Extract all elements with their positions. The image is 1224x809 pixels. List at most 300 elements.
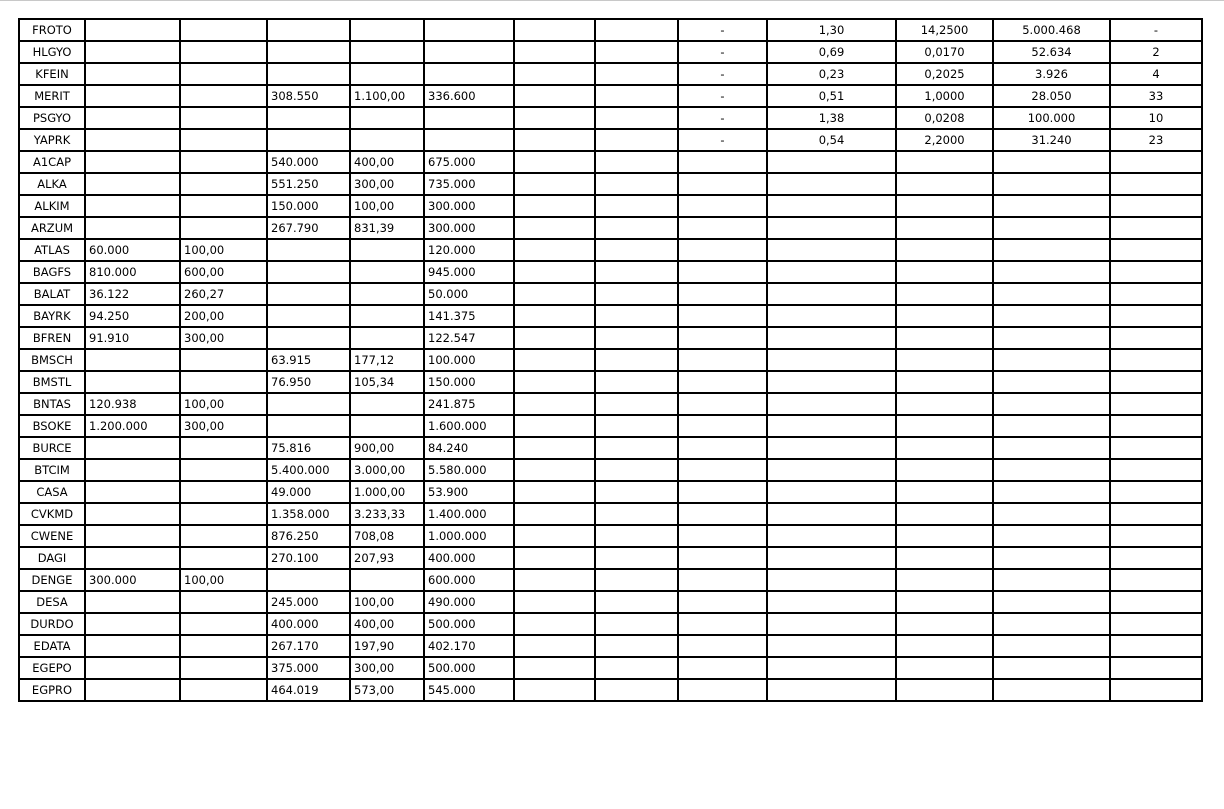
col4-cell: 100,00: [350, 591, 424, 613]
col12-cell: [1110, 635, 1202, 657]
col9-cell: [767, 569, 896, 591]
col3-cell: [267, 63, 350, 85]
col2-cell: [180, 63, 267, 85]
col1-cell: [85, 503, 180, 525]
col9-cell: [767, 173, 896, 195]
col6-cell: [514, 635, 595, 657]
col12-cell: [1110, 151, 1202, 173]
col10-cell: 0,2025: [896, 63, 993, 85]
col6-cell: [514, 327, 595, 349]
col11-cell: [993, 151, 1110, 173]
col2-cell: 300,00: [180, 415, 267, 437]
col6-cell: [514, 41, 595, 63]
col4-cell: [350, 19, 424, 41]
stock-code-cell: A1CAP: [19, 151, 85, 173]
col7-cell: [595, 239, 678, 261]
col5-cell: [424, 107, 514, 129]
table-row: [19, 613, 1202, 635]
col9-cell: 0,69: [767, 41, 896, 63]
col3-cell: 464.019: [267, 679, 350, 701]
col1-cell: [85, 547, 180, 569]
col10-cell: [896, 261, 993, 283]
stock-code-cell: CWENE: [19, 525, 85, 547]
col10-cell: [896, 217, 993, 239]
col10-cell: 0,0170: [896, 41, 993, 63]
table-row: [19, 657, 1202, 679]
col8-cell: [678, 283, 767, 305]
table-row: [19, 569, 1202, 591]
col9-cell: [767, 525, 896, 547]
col6-cell: [514, 217, 595, 239]
col3-cell: 540.000: [267, 151, 350, 173]
col10-cell: [896, 459, 993, 481]
col11-cell: [993, 371, 1110, 393]
col9-cell: [767, 613, 896, 635]
col4-cell: [350, 327, 424, 349]
col2-cell: [180, 151, 267, 173]
col5-cell: 402.170: [424, 635, 514, 657]
col5-cell: 490.000: [424, 591, 514, 613]
stock-code-cell: BMSCH: [19, 349, 85, 371]
col6-cell: [514, 613, 595, 635]
col12-cell: [1110, 547, 1202, 569]
col12-cell: [1110, 657, 1202, 679]
col1-cell: 1.200.000: [85, 415, 180, 437]
col9-cell: [767, 261, 896, 283]
col4-cell: 1.000,00: [350, 481, 424, 503]
col2-cell: [180, 19, 267, 41]
col4-cell: 105,34: [350, 371, 424, 393]
col11-cell: [993, 569, 1110, 591]
table-row: [19, 459, 1202, 481]
col3-cell: [267, 129, 350, 151]
col8-cell: [678, 591, 767, 613]
table-row: [19, 305, 1202, 327]
col6-cell: [514, 173, 595, 195]
col9-cell: [767, 151, 896, 173]
col11-cell: [993, 635, 1110, 657]
col7-cell: [595, 63, 678, 85]
col5-cell: 336.600: [424, 85, 514, 107]
col10-cell: [896, 151, 993, 173]
col1-cell: [85, 217, 180, 239]
col3-cell: [267, 283, 350, 305]
col12-cell: [1110, 591, 1202, 613]
col4-cell: 573,00: [350, 679, 424, 701]
stock-code-cell: DESA: [19, 591, 85, 613]
col9-cell: [767, 679, 896, 701]
page-top-rule: [0, 0, 1224, 1]
col11-cell: [993, 393, 1110, 415]
col11-cell: [993, 481, 1110, 503]
col5-cell: 120.000: [424, 239, 514, 261]
col1-cell: [85, 195, 180, 217]
col1-cell: [85, 63, 180, 85]
col8-cell: [678, 349, 767, 371]
col9-cell: [767, 657, 896, 679]
col7-cell: [595, 41, 678, 63]
col7-cell: [595, 107, 678, 129]
col8-cell: [678, 459, 767, 481]
col5-cell: 600.000: [424, 569, 514, 591]
col11-cell: 28.050: [993, 85, 1110, 107]
col4-cell: [350, 41, 424, 63]
stock-code-cell: HLGYO: [19, 41, 85, 63]
col8-cell: [678, 569, 767, 591]
col9-cell: 0,51: [767, 85, 896, 107]
table-row: [19, 85, 1202, 107]
col10-cell: [896, 371, 993, 393]
col3-cell: [267, 327, 350, 349]
col9-cell: 0,54: [767, 129, 896, 151]
col12-cell: [1110, 503, 1202, 525]
col8-cell: -: [678, 129, 767, 151]
col1-cell: [85, 19, 180, 41]
col8-cell: [678, 657, 767, 679]
col9-cell: [767, 283, 896, 305]
col12-cell: 4: [1110, 63, 1202, 85]
col8-cell: [678, 195, 767, 217]
table-row: [19, 635, 1202, 657]
col1-cell: [85, 349, 180, 371]
col5-cell: 545.000: [424, 679, 514, 701]
col5-cell: 300.000: [424, 217, 514, 239]
col5-cell: 150.000: [424, 371, 514, 393]
col2-cell: 100,00: [180, 569, 267, 591]
col11-cell: [993, 591, 1110, 613]
col11-cell: [993, 459, 1110, 481]
col7-cell: [595, 85, 678, 107]
stock-code-cell: BAGFS: [19, 261, 85, 283]
col9-cell: [767, 327, 896, 349]
col4-cell: 3.233,33: [350, 503, 424, 525]
stock-code-cell: CASA: [19, 481, 85, 503]
col10-cell: [896, 437, 993, 459]
col11-cell: [993, 415, 1110, 437]
col4-cell: [350, 305, 424, 327]
col7-cell: [595, 19, 678, 41]
col5-cell: 50.000: [424, 283, 514, 305]
col2-cell: [180, 129, 267, 151]
col9-cell: [767, 195, 896, 217]
col5-cell: 735.000: [424, 173, 514, 195]
col4-cell: 708,08: [350, 525, 424, 547]
col4-cell: 197,90: [350, 635, 424, 657]
col12-cell: [1110, 679, 1202, 701]
table-row: [19, 349, 1202, 371]
col6-cell: [514, 195, 595, 217]
col1-cell: [85, 107, 180, 129]
col9-cell: [767, 547, 896, 569]
col12-cell: [1110, 327, 1202, 349]
stock-code-cell: BAYRK: [19, 305, 85, 327]
stock-code-cell: BALAT: [19, 283, 85, 305]
col4-cell: [350, 415, 424, 437]
col3-cell: [267, 393, 350, 415]
table-row: [19, 679, 1202, 701]
col4-cell: 300,00: [350, 173, 424, 195]
col6-cell: [514, 85, 595, 107]
col1-cell: [85, 129, 180, 151]
table-row: [19, 19, 1202, 41]
stock-code-cell: BMSTL: [19, 371, 85, 393]
table-row: [19, 129, 1202, 151]
col1-cell: 60.000: [85, 239, 180, 261]
table-row: [19, 195, 1202, 217]
table-row: [19, 239, 1202, 261]
col1-cell: [85, 613, 180, 635]
col5-cell: 5.580.000: [424, 459, 514, 481]
stock-code-cell: DURDO: [19, 613, 85, 635]
col8-cell: -: [678, 41, 767, 63]
col9-cell: [767, 371, 896, 393]
capital-increase-table: [18, 18, 1203, 702]
col9-cell: [767, 415, 896, 437]
col8-cell: -: [678, 107, 767, 129]
col1-cell: [85, 459, 180, 481]
col3-cell: 245.000: [267, 591, 350, 613]
col10-cell: [896, 547, 993, 569]
col4-cell: [350, 569, 424, 591]
col10-cell: [896, 305, 993, 327]
col3-cell: 63.915: [267, 349, 350, 371]
col7-cell: [595, 591, 678, 613]
col9-cell: [767, 481, 896, 503]
stock-code-cell: EDATA: [19, 635, 85, 657]
col10-cell: [896, 393, 993, 415]
stock-code-cell: ARZUM: [19, 217, 85, 239]
stock-code-cell: CVKMD: [19, 503, 85, 525]
col2-cell: [180, 349, 267, 371]
col7-cell: [595, 525, 678, 547]
col12-cell: [1110, 437, 1202, 459]
col7-cell: [595, 679, 678, 701]
stock-code-cell: DENGE: [19, 569, 85, 591]
stock-code-cell: BFREN: [19, 327, 85, 349]
col4-cell: 400,00: [350, 151, 424, 173]
col5-cell: 100.000: [424, 349, 514, 371]
col12-cell: [1110, 217, 1202, 239]
col2-cell: [180, 41, 267, 63]
col6-cell: [514, 349, 595, 371]
col3-cell: 876.250: [267, 525, 350, 547]
col8-cell: -: [678, 19, 767, 41]
col11-cell: 5.000.468: [993, 19, 1110, 41]
stock-code-cell: ALKIM: [19, 195, 85, 217]
col11-cell: [993, 283, 1110, 305]
col2-cell: 100,00: [180, 239, 267, 261]
col12-cell: [1110, 393, 1202, 415]
stock-code-cell: BURCE: [19, 437, 85, 459]
col4-cell: 300,00: [350, 657, 424, 679]
col3-cell: 267.790: [267, 217, 350, 239]
col8-cell: [678, 305, 767, 327]
col3-cell: [267, 41, 350, 63]
col12-cell: [1110, 305, 1202, 327]
col3-cell: 5.400.000: [267, 459, 350, 481]
col2-cell: 300,00: [180, 327, 267, 349]
col1-cell: [85, 525, 180, 547]
col8-cell: [678, 217, 767, 239]
col6-cell: [514, 547, 595, 569]
col2-cell: [180, 613, 267, 635]
col1-cell: [85, 679, 180, 701]
col2-cell: 260,27: [180, 283, 267, 305]
col3-cell: 1.358.000: [267, 503, 350, 525]
col7-cell: [595, 437, 678, 459]
col6-cell: [514, 283, 595, 305]
stock-code-cell: ATLAS: [19, 239, 85, 261]
col9-cell: [767, 503, 896, 525]
table-row: [19, 327, 1202, 349]
col12-cell: [1110, 481, 1202, 503]
col6-cell: [514, 63, 595, 85]
col5-cell: 400.000: [424, 547, 514, 569]
col1-cell: 91.910: [85, 327, 180, 349]
table-row: [19, 437, 1202, 459]
col8-cell: [678, 679, 767, 701]
col1-cell: 810.000: [85, 261, 180, 283]
table-row: [19, 261, 1202, 283]
col4-cell: 177,12: [350, 349, 424, 371]
col11-cell: [993, 239, 1110, 261]
col11-cell: [993, 305, 1110, 327]
col5-cell: [424, 63, 514, 85]
col9-cell: [767, 437, 896, 459]
table-row: [19, 591, 1202, 613]
col1-cell: [85, 481, 180, 503]
table-row: [19, 217, 1202, 239]
col10-cell: [896, 591, 993, 613]
table-row: [19, 173, 1202, 195]
col10-cell: [896, 635, 993, 657]
col11-cell: [993, 173, 1110, 195]
col1-cell: [85, 173, 180, 195]
col6-cell: [514, 151, 595, 173]
col5-cell: [424, 19, 514, 41]
table-row: [19, 63, 1202, 85]
col5-cell: 1.600.000: [424, 415, 514, 437]
col12-cell: 10: [1110, 107, 1202, 129]
col11-cell: [993, 437, 1110, 459]
table-row: [19, 283, 1202, 305]
table-row: [19, 41, 1202, 63]
col5-cell: 945.000: [424, 261, 514, 283]
col4-cell: 207,93: [350, 547, 424, 569]
stock-code-cell: EGPRO: [19, 679, 85, 701]
col8-cell: [678, 437, 767, 459]
col11-cell: [993, 217, 1110, 239]
stock-code-cell: DAGI: [19, 547, 85, 569]
col7-cell: [595, 657, 678, 679]
col6-cell: [514, 239, 595, 261]
col4-cell: [350, 63, 424, 85]
col5-cell: 53.900: [424, 481, 514, 503]
col11-cell: 3.926: [993, 63, 1110, 85]
stock-code-cell: KFEIN: [19, 63, 85, 85]
col2-cell: [180, 107, 267, 129]
col8-cell: [678, 151, 767, 173]
table-row: [19, 107, 1202, 129]
col7-cell: [595, 261, 678, 283]
col11-cell: 100.000: [993, 107, 1110, 129]
col8-cell: [678, 239, 767, 261]
col12-cell: [1110, 525, 1202, 547]
col4-cell: 900,00: [350, 437, 424, 459]
col5-cell: 500.000: [424, 613, 514, 635]
col9-cell: [767, 305, 896, 327]
col2-cell: [180, 657, 267, 679]
col10-cell: [896, 415, 993, 437]
col3-cell: 150.000: [267, 195, 350, 217]
col12-cell: -: [1110, 19, 1202, 41]
col6-cell: [514, 107, 595, 129]
col1-cell: [85, 657, 180, 679]
col12-cell: 2: [1110, 41, 1202, 63]
col7-cell: [595, 393, 678, 415]
col12-cell: [1110, 371, 1202, 393]
col9-cell: [767, 217, 896, 239]
stock-code-cell: ALKA: [19, 173, 85, 195]
col3-cell: 375.000: [267, 657, 350, 679]
col9-cell: [767, 459, 896, 481]
col2-cell: [180, 481, 267, 503]
col6-cell: [514, 437, 595, 459]
col2-cell: [180, 85, 267, 107]
col10-cell: 1,0000: [896, 85, 993, 107]
col11-cell: [993, 679, 1110, 701]
col6-cell: [514, 569, 595, 591]
col2-cell: [180, 547, 267, 569]
stock-code-cell: YAPRK: [19, 129, 85, 151]
col1-cell: 94.250: [85, 305, 180, 327]
col6-cell: [514, 393, 595, 415]
col7-cell: [595, 305, 678, 327]
col11-cell: 31.240: [993, 129, 1110, 151]
col5-cell: 500.000: [424, 657, 514, 679]
col3-cell: 308.550: [267, 85, 350, 107]
col6-cell: [514, 657, 595, 679]
col7-cell: [595, 613, 678, 635]
col4-cell: [350, 283, 424, 305]
col12-cell: 23: [1110, 129, 1202, 151]
col7-cell: [595, 547, 678, 569]
col6-cell: [514, 591, 595, 613]
col3-cell: [267, 19, 350, 41]
col9-cell: [767, 393, 896, 415]
table-row: [19, 547, 1202, 569]
col4-cell: [350, 239, 424, 261]
col11-cell: [993, 657, 1110, 679]
col4-cell: 100,00: [350, 195, 424, 217]
col8-cell: [678, 261, 767, 283]
col4-cell: [350, 261, 424, 283]
col10-cell: [896, 569, 993, 591]
col12-cell: [1110, 173, 1202, 195]
col7-cell: [595, 371, 678, 393]
col6-cell: [514, 415, 595, 437]
col7-cell: [595, 283, 678, 305]
stock-code-cell: FROTO: [19, 19, 85, 41]
col9-cell: [767, 239, 896, 261]
col5-cell: 122.547: [424, 327, 514, 349]
col11-cell: [993, 503, 1110, 525]
col2-cell: [180, 437, 267, 459]
col1-cell: [85, 437, 180, 459]
col8-cell: [678, 173, 767, 195]
col10-cell: [896, 503, 993, 525]
col10-cell: [896, 239, 993, 261]
